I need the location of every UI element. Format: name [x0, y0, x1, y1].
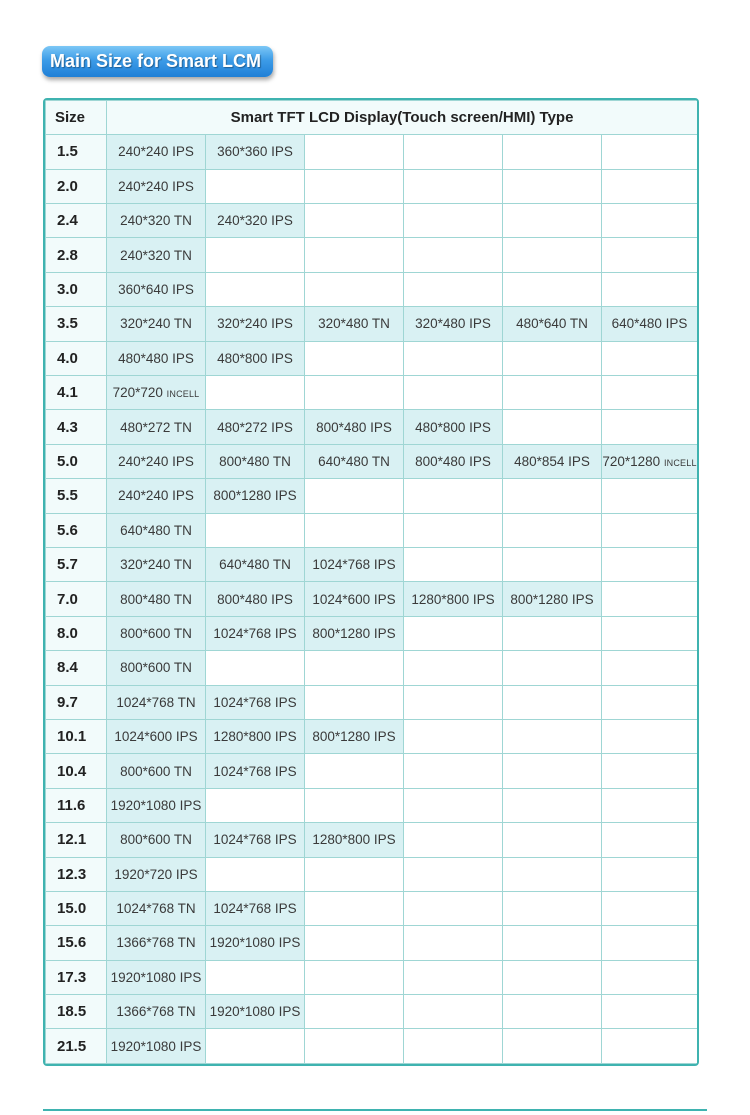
type-cell: 240*240 IPS [107, 169, 206, 203]
table-row [46, 719, 698, 753]
type-cell [206, 1029, 305, 1064]
type-cell [602, 616, 698, 650]
size-cell: 18.5 [46, 995, 107, 1029]
size-cell: 15.6 [46, 926, 107, 960]
type-cell [503, 754, 602, 788]
type-cell [404, 857, 503, 891]
type-cell: 1920*1080 IPS [107, 788, 206, 822]
type-cell [305, 169, 404, 203]
type-cell [503, 238, 602, 272]
size-cell: 21.5 [46, 1029, 107, 1064]
type-cell [503, 960, 602, 994]
type-cell: 480*480 IPS [107, 341, 206, 375]
type-cell [602, 995, 698, 1029]
type-cell [503, 272, 602, 306]
type-cell: 240*320 TN [107, 204, 206, 238]
type-cell [404, 616, 503, 650]
type-cell: 800*480 TN [107, 582, 206, 616]
type-cell: 800*480 TN [206, 444, 305, 478]
type-cell: 240*320 TN [107, 238, 206, 272]
type-cell [602, 547, 698, 581]
section-title: Main Size for Smart LCM [42, 46, 273, 77]
type-cell [305, 513, 404, 547]
type-cell: 800*600 TN [107, 651, 206, 685]
table-row [46, 376, 698, 410]
size-cell: 10.1 [46, 719, 107, 753]
table-row [46, 616, 698, 650]
type-cell: 800*1280 IPS [206, 479, 305, 513]
type-cell [305, 754, 404, 788]
size-cell: 5.7 [46, 547, 107, 581]
type-cell: 1024*768 TN [107, 891, 206, 925]
type-cell: 1920*1080 IPS [206, 995, 305, 1029]
type-cell: 640*480 IPS [602, 307, 698, 341]
table-row [46, 547, 698, 581]
table-row [46, 857, 698, 891]
type-cell: 1024*768 TN [107, 685, 206, 719]
type-cell [404, 169, 503, 203]
type-cell: 1024*768 IPS [206, 616, 305, 650]
type-cell: 320*480 TN [305, 307, 404, 341]
type-cell: 360*360 IPS [206, 135, 305, 169]
table-row [46, 479, 698, 513]
table-row [46, 582, 698, 616]
type-cell: 800*480 IPS [404, 444, 503, 478]
type-cell [503, 685, 602, 719]
table-row [46, 307, 698, 341]
type-cell [305, 960, 404, 994]
type-cell: 320*240 IPS [206, 307, 305, 341]
type-cell [503, 616, 602, 650]
type-cell [602, 960, 698, 994]
type-cell: 800*600 TN [107, 754, 206, 788]
type-cell: 1920*1080 IPS [107, 1029, 206, 1064]
size-cell: 9.7 [46, 685, 107, 719]
type-cell [602, 788, 698, 822]
type-cell [404, 995, 503, 1029]
type-cell [305, 341, 404, 375]
size-cell: 15.0 [46, 891, 107, 925]
type-cell: 320*240 TN [107, 547, 206, 581]
type-cell [602, 513, 698, 547]
type-cell [503, 169, 602, 203]
type-cell: 480*854 IPS [503, 444, 602, 478]
table-row [46, 341, 698, 375]
table-row [46, 788, 698, 822]
type-cell [305, 1029, 404, 1064]
table-row [46, 204, 698, 238]
type-cell [404, 1029, 503, 1064]
type-cell [602, 410, 698, 444]
type-cell: 1920*1080 IPS [206, 926, 305, 960]
type-cell [602, 479, 698, 513]
type-cell [602, 169, 698, 203]
table-row [46, 754, 698, 788]
size-cell: 2.4 [46, 204, 107, 238]
type-cell: 800*600 TN [107, 823, 206, 857]
type-cell: 720*1280 INCELL [602, 444, 698, 478]
type-cell: 640*480 TN [305, 444, 404, 478]
type-cell [602, 272, 698, 306]
type-cell: 800*1280 IPS [305, 719, 404, 753]
type-cell [404, 547, 503, 581]
type-cell [404, 754, 503, 788]
type-cell [305, 479, 404, 513]
type-cell [404, 788, 503, 822]
type-cell [503, 376, 602, 410]
type-cell [404, 823, 503, 857]
type-cell [602, 823, 698, 857]
type-cell [602, 857, 698, 891]
size-cell: 4.0 [46, 341, 107, 375]
type-cell [305, 204, 404, 238]
type-cell: 800*1280 IPS [305, 616, 404, 650]
type-cell [602, 719, 698, 753]
type-cell [503, 995, 602, 1029]
type-cell: 1024*600 IPS [305, 582, 404, 616]
type-cell [404, 204, 503, 238]
type-cell [305, 926, 404, 960]
type-cell: 480*640 TN [503, 307, 602, 341]
type-cell [404, 651, 503, 685]
table-row [46, 960, 698, 994]
size-column-header: Size [46, 101, 107, 135]
type-cell [503, 513, 602, 547]
type-cell [404, 960, 503, 994]
type-cell: 800*1280 IPS [503, 582, 602, 616]
type-cell [404, 926, 503, 960]
type-cell [503, 719, 602, 753]
type-cell: 320*240 TN [107, 307, 206, 341]
size-cell: 17.3 [46, 960, 107, 994]
type-cell [602, 685, 698, 719]
table-row [46, 272, 698, 306]
table-row [46, 651, 698, 685]
type-cell: 1024*768 IPS [206, 823, 305, 857]
type-cell: 800*600 TN [107, 616, 206, 650]
size-cell: 5.5 [46, 479, 107, 513]
size-cell: 8.0 [46, 616, 107, 650]
type-cell [503, 341, 602, 375]
size-cell: 3.5 [46, 307, 107, 341]
type-cell [404, 891, 503, 925]
type-cell [404, 272, 503, 306]
size-cell: 7.0 [46, 582, 107, 616]
table-row [46, 823, 698, 857]
type-cell [602, 891, 698, 925]
type-cell: 480*272 IPS [206, 410, 305, 444]
type-cell [206, 651, 305, 685]
type-cell [206, 788, 305, 822]
type-cell [602, 376, 698, 410]
type-cell [404, 135, 503, 169]
type-column-header: Smart TFT LCD Display(Touch screen/HMI) Type [107, 101, 698, 135]
type-cell: 480*800 IPS [206, 341, 305, 375]
type-cell [602, 1029, 698, 1064]
type-cell [503, 1029, 602, 1064]
type-cell [503, 891, 602, 925]
size-cell: 8.4 [46, 651, 107, 685]
type-cell [404, 685, 503, 719]
type-cell [404, 513, 503, 547]
table-row [46, 891, 698, 925]
type-cell [602, 754, 698, 788]
type-cell [305, 135, 404, 169]
type-cell: 1280*800 IPS [305, 823, 404, 857]
size-cell: 11.6 [46, 788, 107, 822]
table-row [46, 926, 698, 960]
type-cell [404, 341, 503, 375]
type-cell [206, 238, 305, 272]
type-cell [503, 926, 602, 960]
size-cell: 3.0 [46, 272, 107, 306]
type-cell: 1280*800 IPS [404, 582, 503, 616]
type-cell: 720*720 INCELL [107, 376, 206, 410]
type-cell [503, 651, 602, 685]
type-cell [206, 960, 305, 994]
type-cell: 1920*720 IPS [107, 857, 206, 891]
type-cell [305, 891, 404, 925]
table-row [46, 410, 698, 444]
type-cell: 240*320 IPS [206, 204, 305, 238]
type-cell [404, 719, 503, 753]
type-cell [305, 651, 404, 685]
type-cell: 800*480 IPS [305, 410, 404, 444]
type-cell: 1024*768 IPS [206, 891, 305, 925]
type-cell [206, 376, 305, 410]
type-cell [602, 341, 698, 375]
size-cell: 5.6 [46, 513, 107, 547]
type-cell [206, 169, 305, 203]
type-cell [206, 857, 305, 891]
type-cell: 640*480 TN [206, 547, 305, 581]
lcm-size-table [43, 98, 699, 1066]
type-cell [305, 788, 404, 822]
type-cell: 640*480 TN [107, 513, 206, 547]
type-cell: 320*480 IPS [404, 307, 503, 341]
size-cell: 12.1 [46, 823, 107, 857]
table-row [46, 169, 698, 203]
type-cell: 480*272 TN [107, 410, 206, 444]
type-cell: 1024*600 IPS [107, 719, 206, 753]
type-cell: 1024*768 IPS [305, 547, 404, 581]
type-cell [503, 204, 602, 238]
type-cell [404, 479, 503, 513]
type-cell: 1920*1080 IPS [107, 960, 206, 994]
size-cell: 5.0 [46, 444, 107, 478]
table-row [46, 513, 698, 547]
type-cell: 360*640 IPS [107, 272, 206, 306]
type-cell: 240*240 IPS [107, 479, 206, 513]
type-cell [305, 995, 404, 1029]
type-cell [305, 238, 404, 272]
type-cell [404, 238, 503, 272]
table-row [46, 995, 698, 1029]
type-cell [503, 410, 602, 444]
type-cell: 1024*768 IPS [206, 685, 305, 719]
type-cell [305, 685, 404, 719]
type-cell: 1366*768 TN [107, 995, 206, 1029]
size-cell: 12.3 [46, 857, 107, 891]
size-cell: 4.1 [46, 376, 107, 410]
type-cell [503, 823, 602, 857]
type-cell [503, 135, 602, 169]
size-cell: 4.3 [46, 410, 107, 444]
type-cell [305, 857, 404, 891]
type-cell [305, 376, 404, 410]
type-cell: 240*240 IPS [107, 135, 206, 169]
type-cell [206, 513, 305, 547]
table-row [46, 1029, 698, 1064]
size-cell: 2.8 [46, 238, 107, 272]
type-cell [305, 272, 404, 306]
type-cell: 1024*768 IPS [206, 754, 305, 788]
table-row [46, 238, 698, 272]
type-cell: 1366*768 TN [107, 926, 206, 960]
table-row [46, 685, 698, 719]
type-cell: 480*800 IPS [404, 410, 503, 444]
size-cell: 10.4 [46, 754, 107, 788]
type-cell: 240*240 IPS [107, 444, 206, 478]
type-cell [503, 788, 602, 822]
type-cell [602, 204, 698, 238]
type-cell [602, 582, 698, 616]
size-cell: 2.0 [46, 169, 107, 203]
type-cell: 1280*800 IPS [206, 719, 305, 753]
type-cell: 800*480 IPS [206, 582, 305, 616]
type-cell [404, 376, 503, 410]
type-cell [503, 479, 602, 513]
type-cell [503, 547, 602, 581]
type-cell [503, 857, 602, 891]
size-cell: 1.5 [46, 135, 107, 169]
table-row [46, 444, 698, 478]
type-cell [206, 272, 305, 306]
bottom-divider [43, 1109, 707, 1111]
type-cell [602, 135, 698, 169]
type-cell [602, 926, 698, 960]
type-cell [602, 651, 698, 685]
type-cell [602, 238, 698, 272]
table-header-row [46, 101, 698, 135]
table-row [46, 135, 698, 169]
